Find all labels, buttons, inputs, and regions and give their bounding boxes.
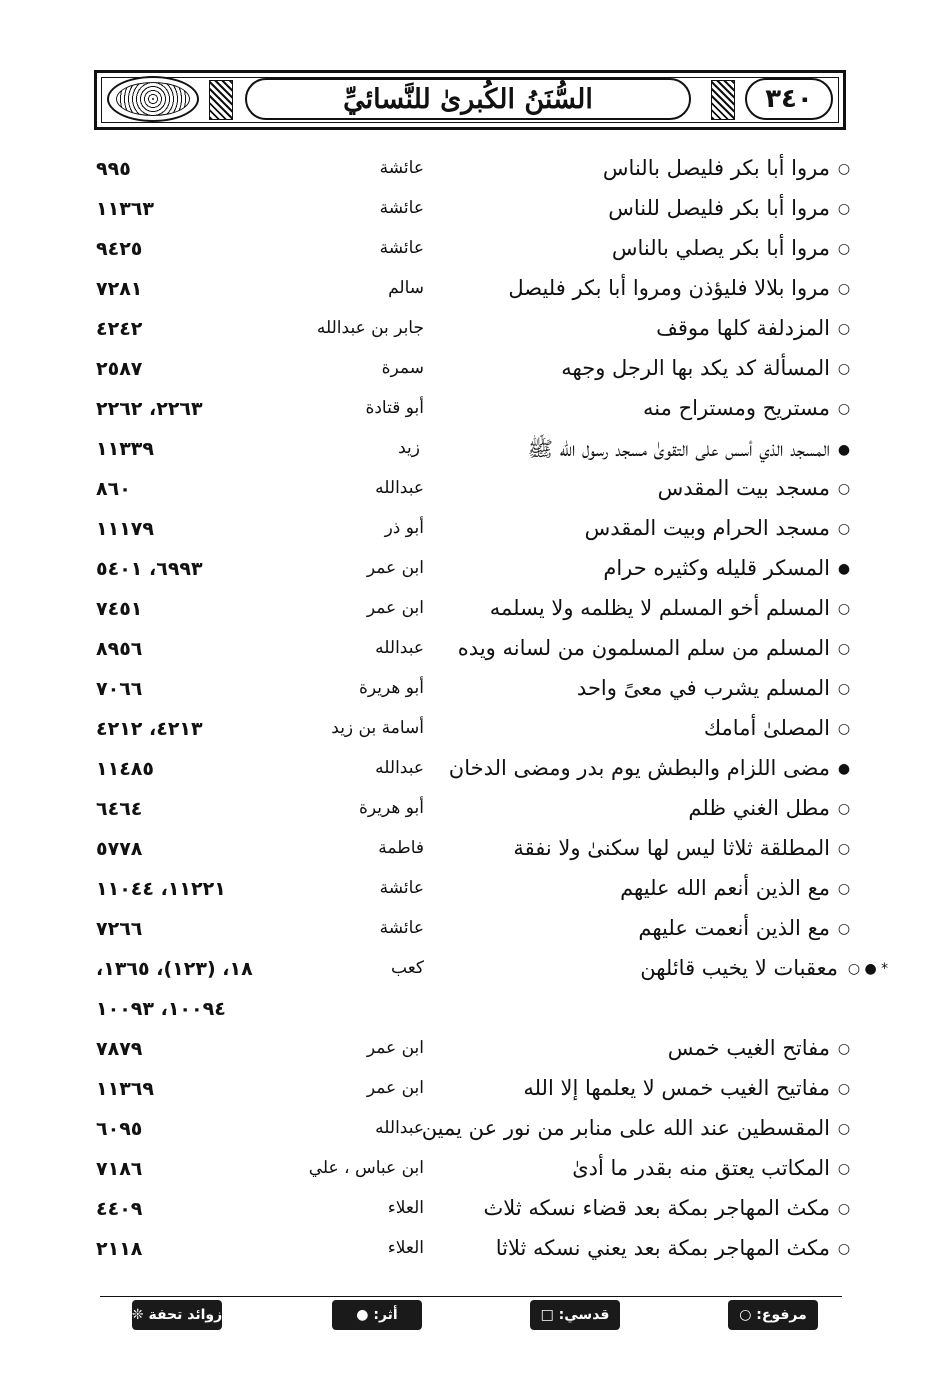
hadith-type-marker: ○ <box>837 721 851 737</box>
footer-divider <box>100 1296 842 1297</box>
list-item <box>0 310 948 350</box>
hadith-text: ○مسجد الحرام وبيت المقدس <box>584 516 851 540</box>
page-header <box>94 70 846 130</box>
hadith-number: ١٠٠٩٤، ١٠٠٩٣ <box>96 998 226 1020</box>
list-item <box>0 750 948 790</box>
hadith-number: ٧١٨٦ <box>96 1158 143 1180</box>
hadith-number: ١٨، (١٢٣)، ١٣٦٥، <box>96 958 253 980</box>
hadith-type-marker: * ● ○ <box>847 961 889 977</box>
ornament-icon <box>209 80 233 120</box>
narrator: عبدالله <box>375 638 424 658</box>
hadith-type-marker: ● <box>837 761 851 777</box>
hadith-number: ١١٣٦٩ <box>96 1078 154 1100</box>
narrator: عائشة <box>379 238 424 258</box>
list-item <box>0 470 948 510</box>
hadith-text: ○المقسطين عند الله على منابر من نور عن يمين <box>421 1116 851 1140</box>
list-item <box>0 1110 948 1150</box>
narrator: أبو هريرة <box>358 798 424 818</box>
hadith-text: * ● ○معقبات لا يخيب قائلهن <box>640 956 892 980</box>
list-item <box>0 1190 948 1230</box>
hadith-type-marker: ○ <box>837 401 851 417</box>
hadith-type-marker: ○ <box>837 921 851 937</box>
hadith-type-marker: ○ <box>837 241 851 257</box>
hadith-number: ٢٢٦٣، ٢٢٦٢ <box>96 398 203 420</box>
list-item <box>0 390 948 430</box>
list-item <box>0 350 948 390</box>
title-cartouche <box>245 78 691 120</box>
hadith-type-marker: ○ <box>837 521 851 537</box>
ornament-icon <box>711 80 735 120</box>
hadith-type-marker: ○ <box>837 1121 851 1137</box>
hadith-type-marker: ○ <box>837 481 851 497</box>
narrator: العلاء <box>387 1238 424 1258</box>
hadith-type-marker: ● <box>837 561 851 577</box>
narrator: أسامة بن زيد <box>331 718 424 738</box>
hadith-number: ٨٩٥٦ <box>96 638 143 660</box>
narrator: أبو قتادة <box>365 398 424 418</box>
list-item <box>0 510 948 550</box>
hadith-text: ○مروا بلالا فليؤذن ومروا أبا بكر فليصل <box>508 276 851 300</box>
list-item <box>0 950 948 990</box>
list-item <box>0 790 948 830</box>
hadith-type-marker: ● <box>837 442 851 458</box>
hadith-number: ٧٢٦٦ <box>96 918 143 940</box>
list-item <box>0 1030 948 1070</box>
hadith-number: ١١٣٣٩ <box>96 438 154 460</box>
hadith-type-marker: ○ <box>837 1201 851 1217</box>
list-item <box>0 1230 948 1270</box>
hadith-text: ○مكث المهاجر بمكة بعد يعني نسكه ثلاثا <box>495 1236 851 1260</box>
hadith-number: ٩٩٥ <box>96 158 131 180</box>
hadith-text: ○مروا أبا بكر فليصل للناس <box>608 196 851 220</box>
narrator: ابن عمر <box>366 1038 424 1058</box>
hadith-text: ○المسألة كد يكد بها الرجل وجهه <box>561 356 851 380</box>
hadith-text: ○مكث المهاجر بمكة بعد قضاء نسكه ثلاث <box>483 1196 851 1220</box>
hadith-text: ○المكاتب يعتق منه بقدر ما أدىٰ <box>572 1156 851 1180</box>
page-number-cartouche <box>745 78 833 120</box>
narrator: عبدالله <box>375 478 424 498</box>
list-item <box>0 270 948 310</box>
hadith-type-marker: ○ <box>837 841 851 857</box>
hadith-text: ○المطلقة ثلاثا ليس لها سكنىٰ ولا نفقة <box>513 836 851 860</box>
hadith-number: ٧٤٥١ <box>96 598 143 620</box>
hadith-number: ٧٨٧٩ <box>96 1038 143 1060</box>
hadith-type-marker: ○ <box>837 1081 851 1097</box>
hadith-type-marker: ○ <box>837 1241 851 1257</box>
narrator: كعب <box>391 958 424 978</box>
hadith-text: ●المسكر قليله وكثيره حرام <box>603 556 851 580</box>
legend-athar: أثر: ● <box>332 1300 422 1330</box>
hadith-text: ●مضى اللزام والبطش يوم بدر ومضى الدخان <box>448 756 851 780</box>
narrator: فاطمة <box>378 838 424 858</box>
list-item <box>0 150 948 190</box>
hadith-index-list <box>0 150 948 1270</box>
hadith-number: ٩٤٢٥ <box>96 238 143 260</box>
hadith-type-marker: ○ <box>837 601 851 617</box>
list-item <box>0 550 948 590</box>
narrator: أبو هريرة <box>358 678 424 698</box>
hadith-type-marker: ○ <box>837 361 851 377</box>
narrator: ابن عباس ، علي <box>308 1158 424 1178</box>
narrator: جابر بن عبدالله <box>316 318 424 338</box>
hadith-type-marker: ○ <box>837 681 851 697</box>
narrator: العلاء <box>387 1198 424 1218</box>
list-item <box>0 710 948 750</box>
hadith-text: ○مفاتيح الغيب خمس لا يعلمها إلا الله <box>523 1076 851 1100</box>
hadith-number: ٦٩٩٣، ٥٤٠١ <box>96 558 203 580</box>
legend-zawaid: زوائد تحفة ❊ <box>132 1300 222 1330</box>
hadith-text: ○مع الذين أنعم الله عليهم <box>620 876 851 900</box>
list-item <box>0 1070 948 1110</box>
hadith-number: ٤٤٠٩ <box>96 1198 143 1220</box>
narrator: ابن عمر <box>366 558 424 578</box>
hadith-number: ٤٢١٣، ٤٢١٢ <box>96 718 203 740</box>
hadith-number: ٧٠٦٦ <box>96 678 143 700</box>
hadith-text: ○مفاتح الغيب خمس <box>667 1036 851 1060</box>
hadith-text: ●المسجد الذي أسس على التقوىٰ مسجد رسول الله ﷺ <box>527 437 851 461</box>
list-item <box>0 230 948 270</box>
narrator: سالم <box>388 278 424 298</box>
hadith-text: ○المسلم يشرب في معىً واحد <box>576 676 851 700</box>
hadith-text: ○مستريح ومستراح منه <box>643 396 851 420</box>
narrator: عائشة <box>379 918 424 938</box>
list-item <box>0 590 948 630</box>
hadith-type-marker: ○ <box>837 281 851 297</box>
hadith-number: ٦٠٩٥ <box>96 1118 143 1140</box>
narrator: سمرة <box>381 358 424 378</box>
hadith-number: ٥٧٧٨ <box>96 838 143 860</box>
list-item <box>0 430 948 470</box>
list-item <box>0 910 948 950</box>
list-item <box>0 870 948 910</box>
hadith-text: ○مع الذين أنعمت عليهم <box>638 916 851 940</box>
hadith-number: ٢١١٨ <box>96 1238 143 1260</box>
narrator: ابن عمر <box>366 1078 424 1098</box>
hadith-text: ○مطل الغني ظلم <box>688 796 851 820</box>
hadith-number: ٤٢٤٢ <box>96 318 143 340</box>
page-number: ٣٤٠ <box>765 84 813 114</box>
narrator: ابن عمر <box>366 598 424 618</box>
hadith-type-marker: ○ <box>837 321 851 337</box>
list-item <box>0 830 948 870</box>
hadith-text: ○المسلم من سلم المسلمون من لسانه ويده <box>457 636 851 660</box>
narrator: عائشة <box>379 878 424 898</box>
narrator: عائشة <box>379 198 424 218</box>
hadith-text: ○مروا أبا بكر يصلي بالناس <box>611 236 851 260</box>
hadith-text: ○مروا أبا بكر فليصل بالناس <box>602 156 851 180</box>
hadith-number: ١١١٧٩ <box>96 518 154 540</box>
hadith-type-marker: ○ <box>837 801 851 817</box>
narrator: أبو ذر <box>384 518 424 538</box>
hadith-type-marker: ○ <box>837 1161 851 1177</box>
legend-qudsi: قدسي: □ <box>530 1300 620 1330</box>
legend-marfu: مرفوع: ○ <box>728 1300 818 1330</box>
hadith-number: ٦٤٦٤ <box>96 798 143 820</box>
hadith-type-marker: ○ <box>837 881 851 897</box>
book-title: السُّنَنُ الكُبرىٰ للنَّسائيِّ <box>343 83 593 115</box>
hadith-number: ١١٤٨٥ <box>96 758 154 780</box>
list-item-continuation <box>0 990 948 1030</box>
hadith-type-marker: ○ <box>837 201 851 217</box>
hadith-text: ○المزدلفة كلها موقف <box>656 316 851 340</box>
list-item <box>0 670 948 710</box>
list-item <box>0 1150 948 1190</box>
hadith-type-marker: ○ <box>837 641 851 657</box>
hadith-text: ○المسلم أخو المسلم لا يظلمه ولا يسلمه <box>489 596 851 620</box>
hadith-number: ٨٦٠ <box>96 478 131 500</box>
book-logo <box>107 76 199 122</box>
ornament-icon <box>116 82 190 116</box>
hadith-text: ○مسجد بيت المقدس <box>657 476 851 500</box>
list-item <box>0 630 948 670</box>
hadith-text: ○المصلىٰ أمامك <box>703 716 851 740</box>
narrator: عبدالله <box>375 1118 424 1138</box>
hadith-number: ٢٥٨٧ <box>96 358 143 380</box>
hadith-type-marker: ○ <box>837 1041 851 1057</box>
list-item <box>0 190 948 230</box>
hadith-number: ١١٢٢١، ١١٠٤٤ <box>96 878 226 900</box>
narrator: عائشة <box>379 158 424 178</box>
narrator: زيد <box>398 438 420 458</box>
hadith-number: ٧٢٨١ <box>96 278 143 300</box>
narrator: عبدالله <box>375 758 424 778</box>
hadith-number: ١١٣٦٣ <box>96 198 154 220</box>
hadith-type-marker: ○ <box>837 161 851 177</box>
